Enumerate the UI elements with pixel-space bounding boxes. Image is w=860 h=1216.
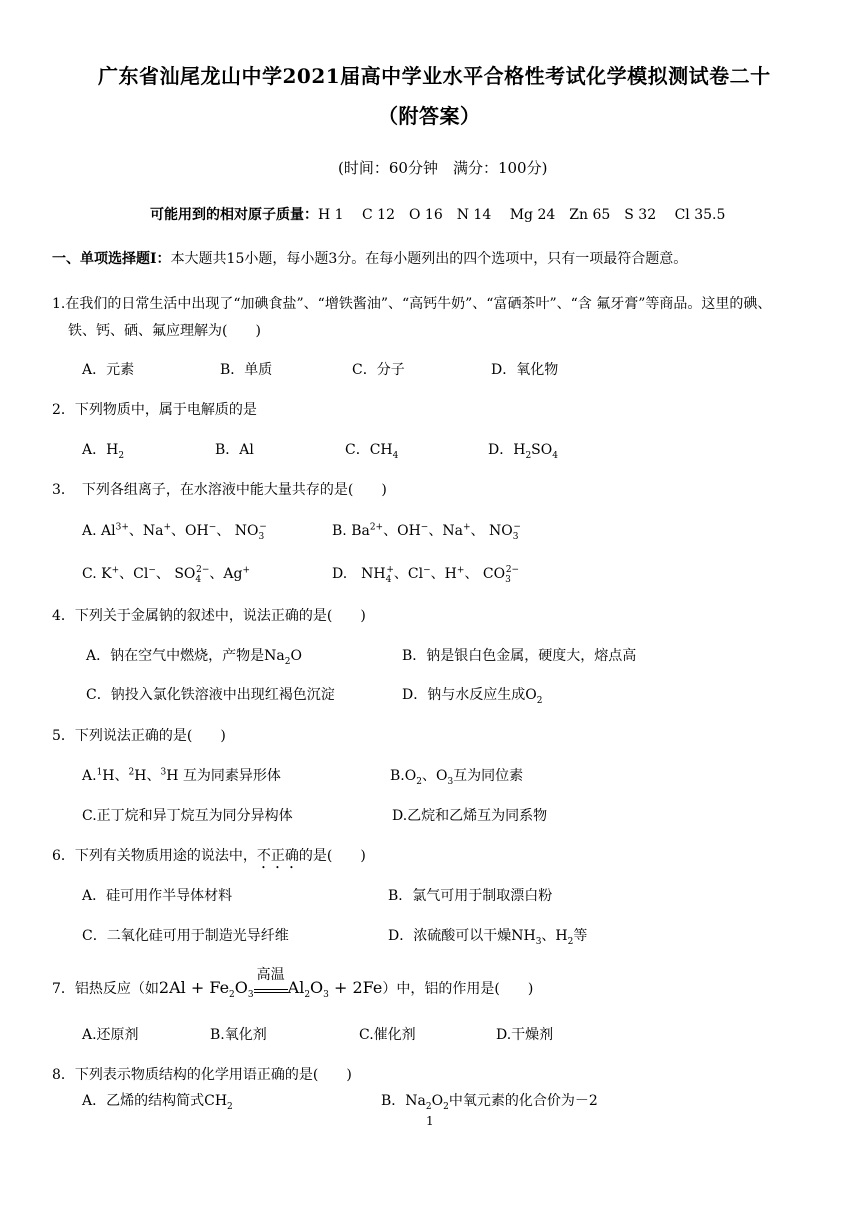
question-3-stem: 3． 下列各组离子，在水溶液中能大量共存的是( ): [52, 482, 387, 498]
q7-option-c[interactable]: C.催化剂: [359, 1027, 416, 1043]
question-2-stem: 2．下列物质中，属于电解质的是: [52, 402, 257, 418]
q6-option-a[interactable]: A．硅可用作半导体材料: [82, 888, 233, 904]
exam-title: 广东省汕尾龙山中学2021届高中学业水平合格性考试化学模拟测试卷二十: [98, 64, 771, 88]
q1-option-a[interactable]: A．元素: [82, 362, 135, 378]
q5-option-c[interactable]: C.正丁烷和异丁烷互为同分异构体: [82, 808, 293, 824]
atomic-mass-label: 可能用到的相对原子质量：: [150, 207, 318, 223]
question-6-stem: 6．下列有关物质用途的说法中，不正确的是( ): [52, 848, 366, 864]
question-8-stem: 8．下列表示物质结构的化学用语正确的是( ): [52, 1067, 352, 1083]
q5-option-b[interactable]: $B.O_2$、$O_3$互为同位素: [390, 768, 524, 787]
q8-option-b[interactable]: B．$Na_2O_2$中氧元素的化合价为－2: [381, 1093, 598, 1112]
q1-option-c[interactable]: C．分子: [352, 362, 405, 378]
page-number: 1: [426, 1114, 434, 1128]
reaction-condition: 高温: [254, 980, 288, 993]
q7-option-b[interactable]: B.氧化剂: [210, 1027, 267, 1043]
question-5-stem: 5．下列说法正确的是( ): [52, 728, 226, 744]
question-1-stem-cont: 铁、钙、硒、氟应理解为( ): [68, 323, 261, 339]
section-heading: [52, 248, 687, 268]
q4-option-d[interactable]: D．钠与水反应生成$O_2$: [402, 687, 543, 706]
q6-option-b[interactable]: B．氯气可用于制取漂白粉: [388, 888, 553, 904]
q2-option-c[interactable]: C．$CH_4$: [345, 442, 399, 461]
q1-option-b[interactable]: B．单质: [220, 362, 273, 378]
q4-option-a[interactable]: A．钠在空气中燃烧，产物是$Na_2O$: [86, 648, 302, 667]
q6-option-d[interactable]: D．浓硫酸可以干燥$NH_3$、$H_2$等: [388, 928, 588, 947]
q8-option-a[interactable]: A．乙烯的结构简式$CH_2$: [82, 1093, 233, 1112]
q3-option-d[interactable]: D. $NH_4^+$、Cl−、H+、 $CO_3^{2-}$: [332, 565, 520, 585]
section-title: 一、单项选择题Ⅰ：: [52, 251, 171, 267]
q7-option-d[interactable]: D.干燥剂: [496, 1027, 554, 1043]
question-1-stem: 1.在我们的日常生活中出现了“加碘食盐”、“增铁酱油”、“高钙牛奶”、“富硒茶叶”、“含 氟牙膏”等商品。这里的碘、: [52, 296, 772, 312]
q4-option-c[interactable]: C．钠投入氯化铁溶液中出现红褐色沉淀: [86, 687, 335, 703]
q4-option-b[interactable]: B．钠是银白色金属，硬度大，熔点高: [402, 648, 637, 664]
q3-option-a[interactable]: A. $Al^{3+}$、Na+、OH−、 $NO_3^-$: [82, 522, 267, 542]
atomic-mass-values: H 1 C 12 O 16 N 14 Mg 24 Zn 65 S 32 Cl 35.5: [318, 207, 726, 223]
q2-option-a[interactable]: A．$H_2$: [82, 442, 125, 461]
atomic-mass-line: [150, 204, 725, 224]
question-7-stem: 7．铝热反应（如$2Al + Fe_2O_3$ 高温 $Al_2O_3 + 2Fe$）中，铝的作用是( ): [52, 967, 534, 1001]
q5-option-d[interactable]: D.乙烷和乙烯互为同系物: [392, 808, 548, 824]
exam-title-suffix: （附答案）: [378, 104, 481, 128]
q5-option-a[interactable]: A.$^1$H、$^2$H、$^3$H 互为同素异形体: [82, 767, 281, 784]
thermite-equation: $2Al + Fe_2O_3$ 高温 $Al_2O_3 + 2Fe$: [158, 967, 383, 1001]
q2-option-b[interactable]: B．Al: [215, 442, 254, 458]
question-4-stem: 4．下列关于金属钠的叙述中，说法正确的是( ): [52, 608, 366, 624]
time-info: (时间：60分钟 满分：100分): [338, 159, 548, 177]
q2-option-d[interactable]: D．$H_2SO_4$: [488, 442, 558, 461]
q3-option-c[interactable]: C. K+、Cl−、 $SO_4^{2-}$、Ag+: [82, 565, 251, 585]
q6-option-c[interactable]: C．二氧化硅可用于制造光导纤维: [82, 928, 289, 944]
q7-option-a[interactable]: A.还原剂: [82, 1027, 139, 1043]
section-instructions: 本大题共15小题，每小题3分。在每小题列出的四个选项中，只有一项最符合题意。: [170, 251, 688, 267]
q1-option-d[interactable]: D．氧化物: [491, 362, 559, 378]
emphasis-not-correct: 不正确: [256, 848, 299, 864]
q3-option-b[interactable]: B. $Ba^{2+}$、OH−、Na+、 $NO_3^-$: [332, 522, 521, 542]
